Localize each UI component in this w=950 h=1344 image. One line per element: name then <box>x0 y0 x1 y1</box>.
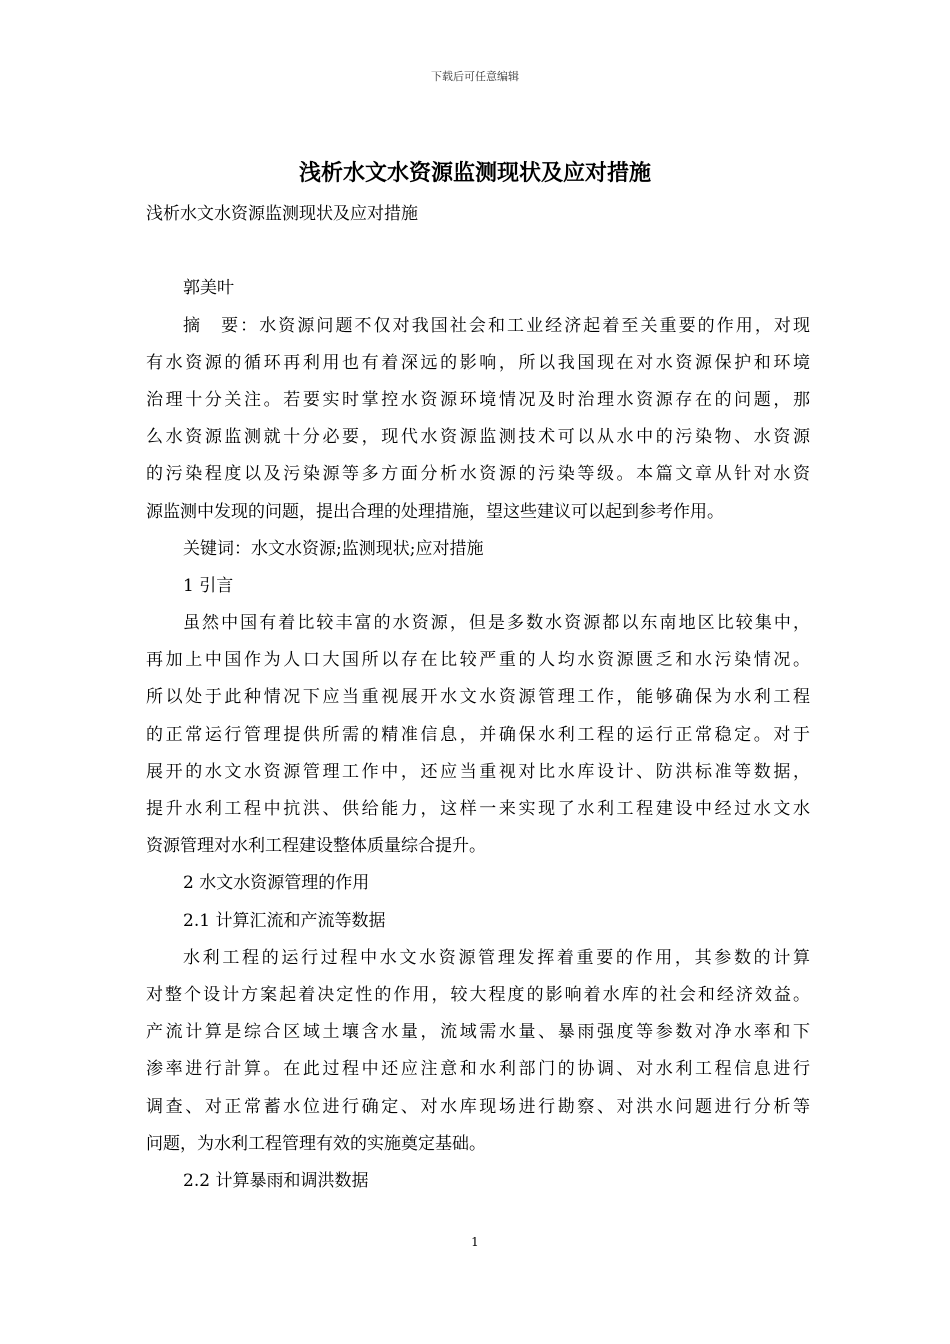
abstract-line: 的污染程度以及污染源等多方面分析水资源的污染等级。本篇文章从针对水资 <box>146 464 810 485</box>
paragraph-line: 虽然中国有着比较丰富的水资源，但是多数水资源都以东南地区比较集中， <box>183 613 810 634</box>
header-note: 下载后可任意编辑 <box>431 70 519 83</box>
document-body <box>146 196 810 1200</box>
abstract-line: 治理十分关注。若要实时掌控水资源环境情况及时治理水资源存在的问题，那 <box>146 389 810 410</box>
section-heading: 2 水文水资源管理的作用 <box>183 873 370 894</box>
paragraph-line: 再加上中国作为人口大国所以存在比较严重的人均水资源匮乏和水污染情况。 <box>146 650 810 671</box>
spacer <box>146 233 810 270</box>
document-subtitle: 浅析水文水资源监测现状及应对措施 <box>146 204 418 224</box>
paragraph-line: 的正常运行管理提供所需的精准信息，并确保水利工程的运行正常稳定。对于 <box>146 724 810 745</box>
paragraph-line: 渗率进行計算。在此过程中还应注意和水利部门的协调、对水利工程信息进行 <box>146 1059 810 1080</box>
paragraph-line: 问题，为水利工程管理有效的实施奠定基础。 <box>146 1133 486 1154</box>
keywords: 关键词：水文水资源;监测现状;应对措施 <box>183 538 484 559</box>
subsection-heading: 2.2 计算暴雨和调洪数据 <box>183 1170 369 1191</box>
subsection-heading: 2.1 计算汇流和产流等数据 <box>183 910 386 931</box>
paragraph-line: 展开的水文水资源管理工作中，还应当重视对比水库设计、防洪标准等数据， <box>146 761 810 782</box>
page-number: 1 <box>471 1235 479 1249</box>
abstract-line: 源监测中发现的问题，提出合理的处理措施，望这些建议可以起到参考作用。 <box>146 501 724 522</box>
author-name: 郭美叶 <box>183 278 234 299</box>
paragraph-line: 资源管理对水利工程建设整体质量综合提升。 <box>146 836 486 857</box>
paragraph-line: 调查、对正常蓄水位进行确定、对水库现场进行勘察、对洪水问题进行分析等 <box>146 1096 810 1117</box>
abstract-line: 摘 要：水资源问题不仅对我国社会和工业经济起着至关重要的作用，对现 <box>183 315 810 336</box>
paragraph-line: 对整个设计方案起着决定性的作用，较大程度的影响着水库的社会和经济效益。 <box>146 984 810 1005</box>
paragraph-line: 提升水利工程中抗洪、供给能力，这样一来实现了水利工程建设中经过水文水 <box>146 799 810 819</box>
paragraph-line: 水利工程的运行过程中水文水资源管理发挥着重要的作用，其参数的计算 <box>183 947 810 968</box>
abstract-line: 有水资源的循环再利用也有着深远的影响，所以我国现在对水资源保护和环境 <box>146 352 810 373</box>
paragraph-line: 产流计算是综合区域土壤含水量，流域需水量、暴雨强度等参数对净水率和下 <box>146 1022 810 1043</box>
document-title: 浅析水文水资源监测现状及应对措施 <box>298 161 651 186</box>
paragraph-line: 所以处于此种情况下应当重视展开水文水资源管理工作，能够确保为水利工程 <box>146 687 810 708</box>
abstract-line: 么水资源监测就十分必要，现代水资源监测技术可以从水中的污染物、水资源 <box>146 427 810 448</box>
section-heading: 1 引言 <box>183 575 234 596</box>
